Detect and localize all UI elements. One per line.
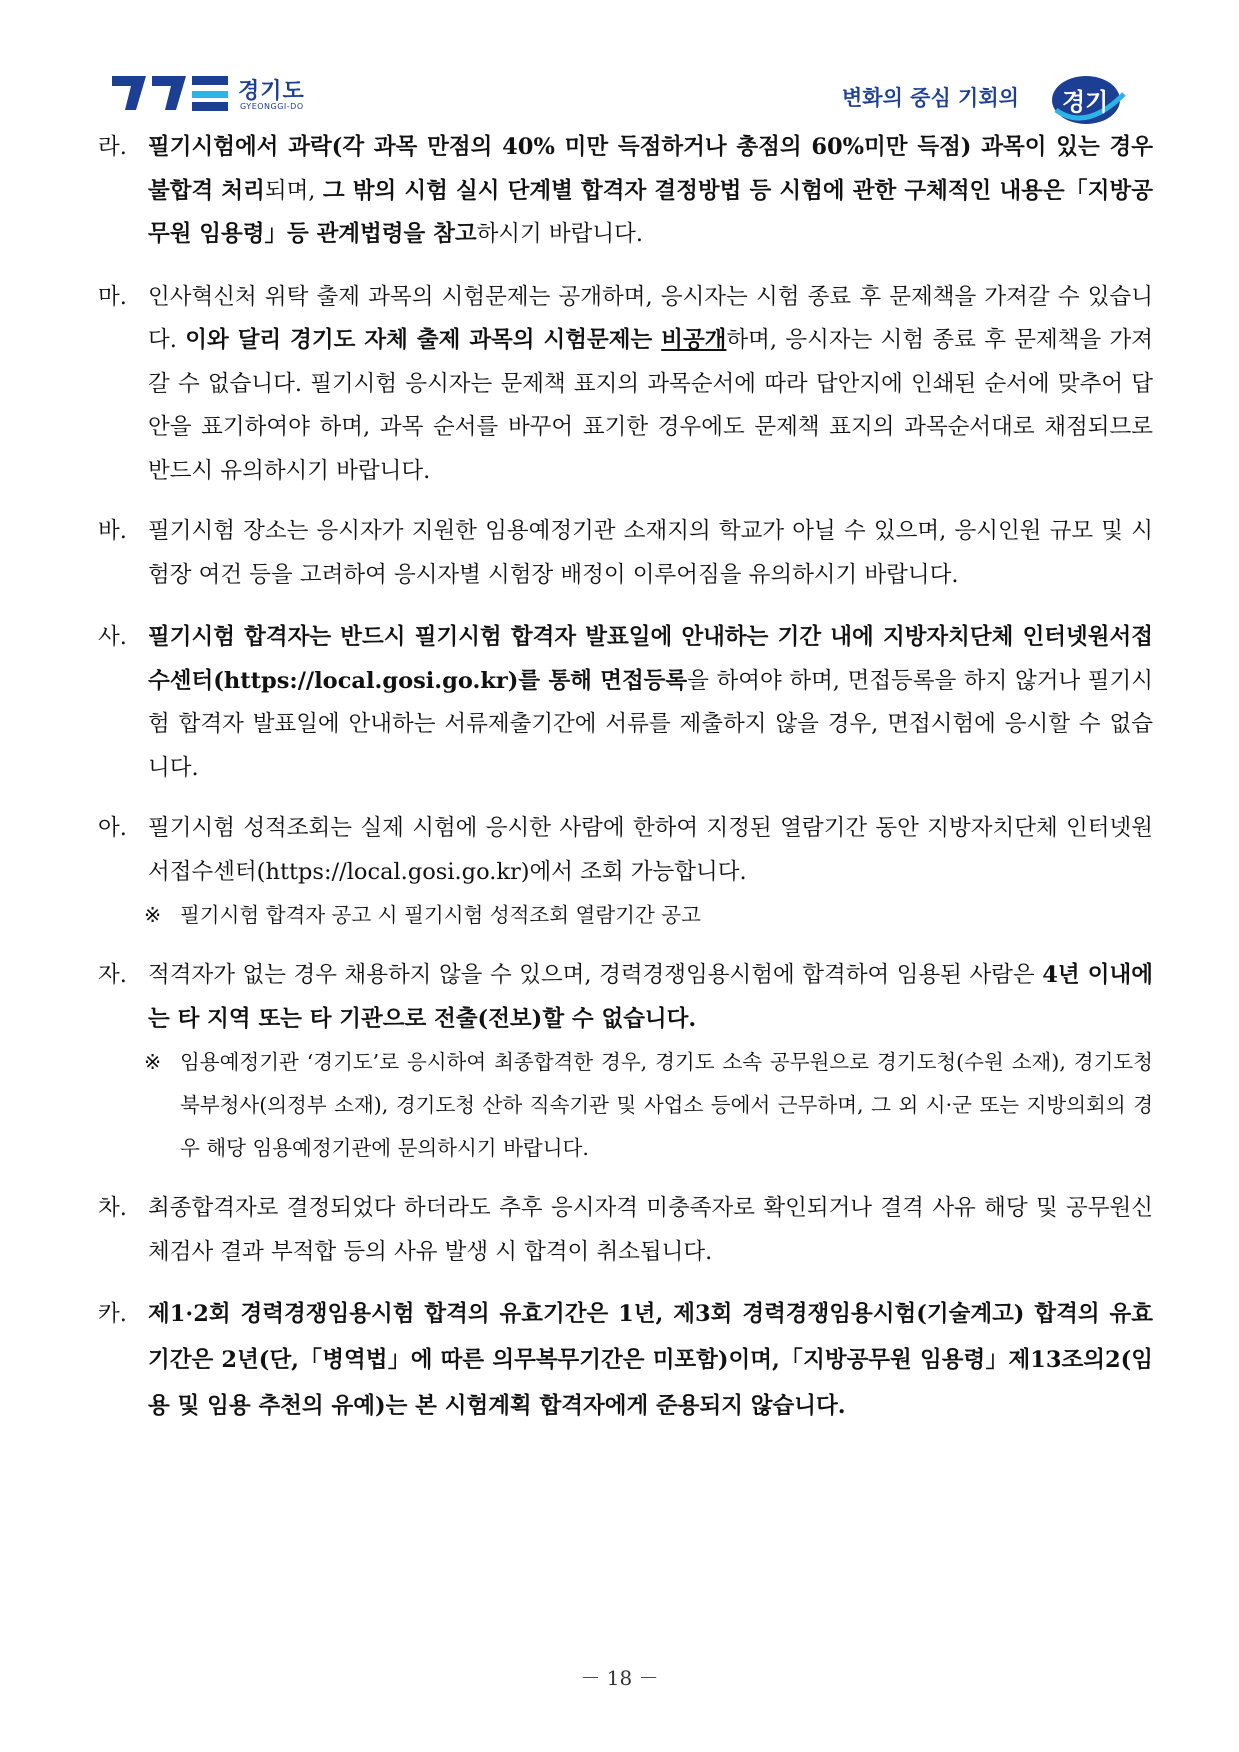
section-marker: 사. bbox=[98, 624, 127, 650]
section-text bbox=[148, 1187, 1153, 1274]
page-header bbox=[0, 0, 1239, 130]
section-text bbox=[148, 510, 1153, 597]
bold-text: 필기시험 합격자는 반드시 필기시험 합격자 발표일에 안내하는 기간 내에 지방자치단체 인터넷원서접수센터(https://local.gosi.go.kr)를 통해 면접등록 bbox=[148, 624, 1153, 694]
plain-text: 필기시험 장소는 응시자가 지원한 임용예정기관 소재지의 학교가 아닐 수 있으며, 응시인원 규모 및 시험장 여건 등을 고려하여 응시자별 시험장 배정이 이루어짐을 유의하시기 바랍니다. bbox=[148, 518, 1153, 588]
section-sa bbox=[98, 616, 1153, 790]
logo-name: 경기도 bbox=[238, 79, 305, 104]
slogan-text: 변화의 중심 기회의 bbox=[842, 86, 1019, 110]
section-ra bbox=[98, 126, 1153, 257]
section-marker: 마. bbox=[98, 283, 127, 310]
section-text bbox=[148, 616, 1153, 790]
note-text: 필기시험 합격자 공고 시 필기시험 성적조회 열람기간 공고 bbox=[180, 903, 701, 927]
section-text bbox=[148, 954, 1153, 1041]
plain-text: 되며, bbox=[264, 177, 323, 204]
section-marker: 카. bbox=[98, 1301, 127, 1327]
page-number: － 18 － bbox=[580, 1666, 659, 1690]
section-text bbox=[148, 126, 1153, 257]
plain-text: 최종합격자로 결정되었다 하더라도 추후 응시자격 미충족자로 확인되거나 결격 사유 해당 및 공무원신체검사 결과 부적합 등의 사유 발생 시 합격이 취소됩니다. bbox=[148, 1195, 1153, 1265]
logo-subtitle: GYEONGGI-DO bbox=[240, 102, 304, 111]
section-text bbox=[148, 276, 1153, 494]
section-cha bbox=[98, 1187, 1153, 1274]
note-text: 임용예정기관 ‘경기도’로 응시하여 최종합격한 경우, 경기도 소속 공무원으로 경기도청(수원 소재), 경기도청 북부청사(의정부 소재), 경기도청 산하 직속기관 및 사업소 등에서 근무하며, 그 외 시·군 또는 지방의회의 경우 해당 임용예정기관에 문의하시기 바랍니다. bbox=[180, 1050, 1153, 1160]
slogan-badge-text: 경기 bbox=[1062, 88, 1109, 116]
plain-text: 하며, 응시자는 시험 종료 후 문제책을 가져갈 수 없습니다. 필기시험 응시자는 문제책 표지의 과목순서에 따라 답안지에 인쇄된 순서에 맞추어 답안을 표기하여야 하며, 과목 순서를 바꾸어 표기한 경우에도 문제책 표지의 과목순서대로 채점되므로 반드시 유의하시기 바랍니다. bbox=[148, 327, 1154, 484]
section-marker: 라. bbox=[98, 134, 127, 160]
section-marker: 바. bbox=[98, 518, 127, 544]
section-marker: 차. bbox=[98, 1195, 127, 1221]
note-marker: ※ bbox=[144, 903, 162, 927]
bold-text: 필기시험에서 과락(각 과목 만점의 40% 미만 득점하거나 총점의 60%미만 득점) 과목이 있는 경우 불합격 처리 bbox=[148, 134, 1153, 204]
plain-text: 을 하여야 하며, 면접등록을 하지 않거나 필기시험 합격자 발표일에 안내하는 서류제출기간에 서류를 제출하지 않을 경우, 면접시험에 응시할 수 없습니다. bbox=[148, 667, 1153, 781]
document-body bbox=[98, 126, 1153, 1429]
section-marker: 자. bbox=[98, 962, 127, 988]
plain-text: 적격자가 없는 경우 채용하지 않을 수 있으며, 경력경쟁임용시험에 합격하여 임용된 사람은 bbox=[148, 962, 1043, 988]
note-marker: ※ bbox=[144, 1050, 162, 1074]
gyeonggi-emblem-icon bbox=[112, 72, 232, 114]
underlined-bold-text: 비공개 bbox=[661, 327, 727, 353]
slogan-badge bbox=[1048, 70, 1130, 126]
bold-text: 그 밖의 시험 실시 단계별 합격자 결정방법 등 시험에 관한 구체적인 내용은「지방공무원 임용령」등 관계법령을 참고 bbox=[148, 177, 1153, 247]
section-ja-note bbox=[144, 1041, 1153, 1170]
bold-text: 이와 달리 경기도 자체 출제 과목의 시험문제는 bbox=[185, 327, 662, 353]
plain-text: 인사혁신처 위탁 출제 과목의 시험문제는 공개하며, 응시자는 시험 종료 후 문제책을 가져갈 수 있습니다. bbox=[148, 283, 1153, 353]
section-a bbox=[98, 807, 1153, 894]
bold-text: 4년 이내에는 타 지역 또는 타 기관으로 전출(전보)할 수 없습니다. bbox=[148, 962, 1153, 1032]
section-ka bbox=[98, 1291, 1153, 1429]
section-ja bbox=[98, 954, 1153, 1041]
bold-text: 제1·2회 경력경쟁임용시험 합격의 유효기간은 1년, 제3회 경력경쟁임용시험(기술계고) 합격의 유효기간은 2년(단,「병역법」에 따른 의무복무기간은 미포함)이며,「지방공무원 임용령」제13조의2(임용 및 임용 추천의 유예)는 본 시험계획 합격자에게 준용되지 않습니다. bbox=[148, 1301, 1153, 1419]
section-a-note bbox=[144, 894, 1153, 937]
section-text bbox=[148, 807, 1153, 894]
gyeonggi-logo bbox=[112, 72, 312, 122]
plain-text: 필기시험 성적조회는 실제 시험에 응시한 사람에 한하여 지정된 열람기간 동안 지방자치단체 인터넷원서접수센터(https://local.gosi.go.kr)에서 조회 가능합니다. bbox=[148, 815, 1153, 885]
section-text bbox=[148, 1291, 1153, 1429]
section-ma bbox=[98, 276, 1153, 494]
section-marker: 아. bbox=[98, 815, 127, 841]
section-ba bbox=[98, 510, 1153, 597]
plain-text: 하시기 바랍니다. bbox=[476, 221, 644, 247]
